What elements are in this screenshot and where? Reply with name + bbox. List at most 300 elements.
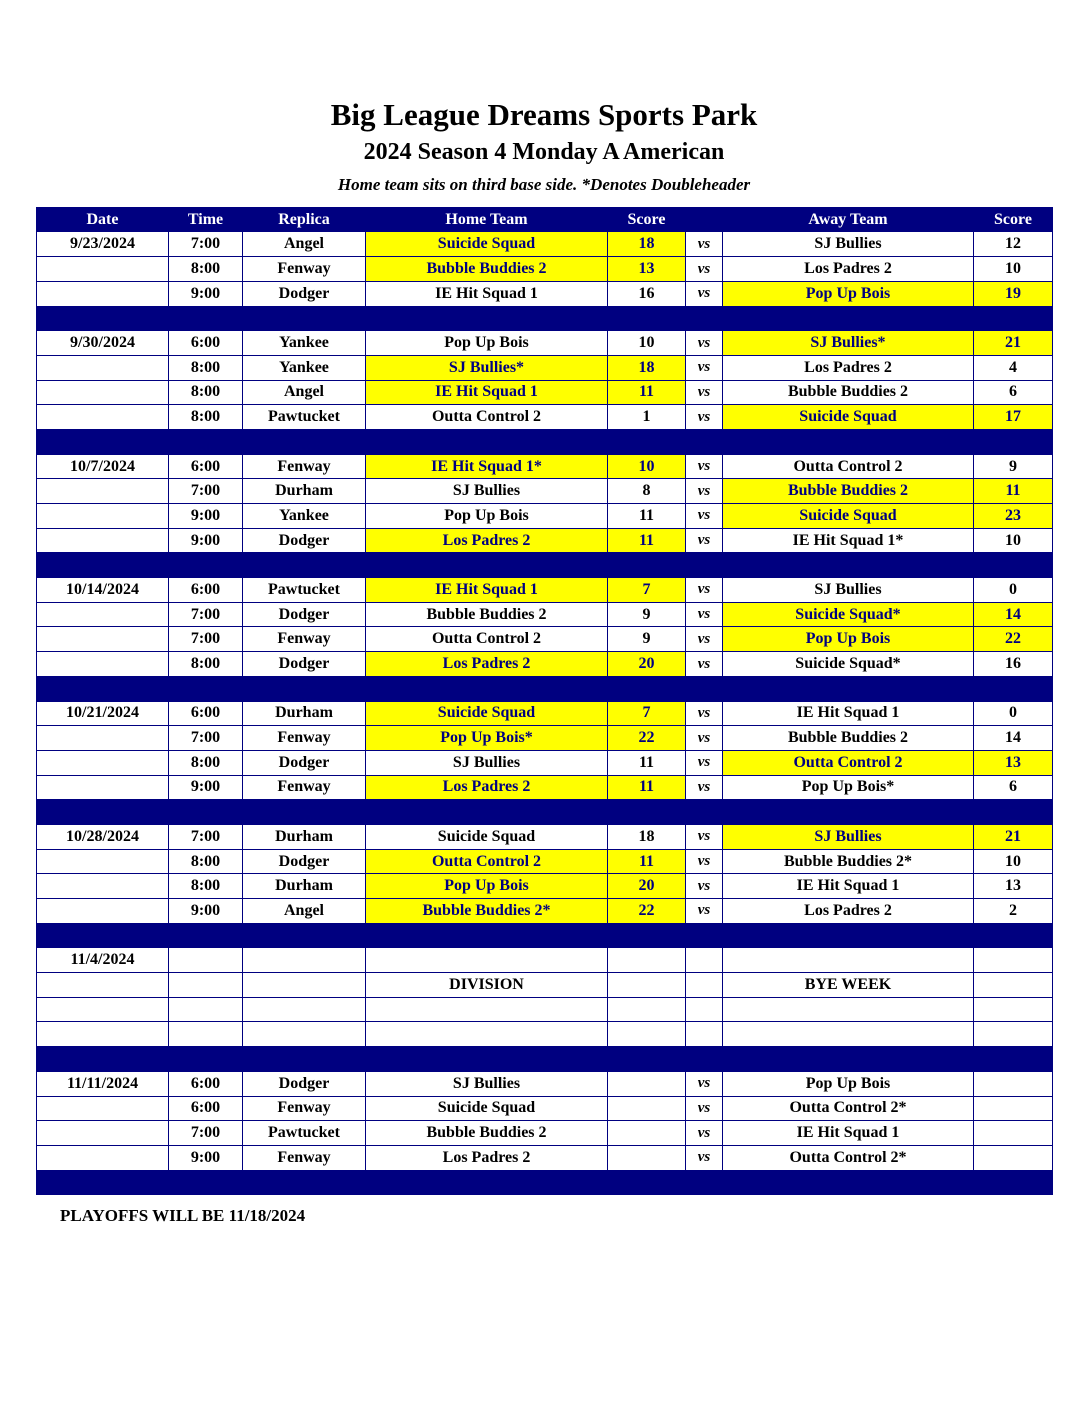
home-team-cell: Suicide Squad (366, 232, 608, 257)
replica-cell: Pawtucket (243, 578, 366, 603)
home-score-cell: 9 (608, 602, 686, 627)
vs-cell: vs (686, 849, 723, 874)
replica-cell: Dodger (243, 849, 366, 874)
separator-cell (37, 923, 1053, 948)
away-score-cell: 19 (974, 281, 1053, 306)
table-row (37, 528, 1053, 553)
home-team-cell: SJ Bullies (366, 1071, 608, 1096)
away-score-cell: 6 (974, 380, 1053, 405)
replica-cell: Fenway (243, 775, 366, 800)
replica-cell: Fenway (243, 454, 366, 479)
away-score-cell: 13 (974, 874, 1053, 899)
replica-cell: Angel (243, 899, 366, 924)
away-score-cell: 10 (974, 849, 1053, 874)
date-cell (37, 726, 169, 751)
away-team-cell: Suicide Squad (723, 405, 974, 430)
vs-cell (686, 948, 723, 973)
away-team-cell: Pop Up Bois (723, 281, 974, 306)
page-note: Home team sits on third base side. *Denotes Doubleheader (337, 175, 751, 195)
time-cell: 8:00 (169, 849, 243, 874)
page-subtitle: 2024 Season 4 Monday A American (363, 138, 725, 165)
date-cell: 9/30/2024 (37, 331, 169, 356)
away-score-cell: 12 (974, 232, 1053, 257)
time-cell: 6:00 (169, 1071, 243, 1096)
time-cell: 9:00 (169, 775, 243, 800)
away-team-cell: Bubble Buddies 2 (723, 380, 974, 405)
time-cell: 9:00 (169, 504, 243, 529)
column-header: Date (37, 207, 169, 232)
time-cell: 8:00 (169, 874, 243, 899)
time-cell: 6:00 (169, 701, 243, 726)
time-cell: 7:00 (169, 824, 243, 849)
home-score-cell (608, 1121, 686, 1146)
column-header: Time (169, 207, 243, 232)
away-score-cell: 17 (974, 405, 1053, 430)
home-score-cell (608, 948, 686, 973)
home-team-cell: SJ Bullies* (366, 355, 608, 380)
date-cell (37, 257, 169, 282)
home-team-cell: Outta Control 2 (366, 627, 608, 652)
away-score-cell: 14 (974, 726, 1053, 751)
away-score-cell: 21 (974, 824, 1053, 849)
away-score-cell: 2 (974, 899, 1053, 924)
time-cell (169, 948, 243, 973)
away-team-cell: Outta Control 2* (723, 1145, 974, 1170)
table-row (37, 627, 1053, 652)
home-team-cell: Bubble Buddies 2* (366, 899, 608, 924)
vs-cell: vs (686, 874, 723, 899)
table-row (37, 775, 1053, 800)
table-row (37, 1121, 1053, 1146)
vs-cell: vs (686, 602, 723, 627)
table-row (37, 331, 1053, 356)
separator-cell (37, 1170, 1053, 1195)
date-cell (37, 602, 169, 627)
home-score-cell (608, 1096, 686, 1121)
away-score-cell (974, 997, 1053, 1022)
away-score-cell: 21 (974, 331, 1053, 356)
vs-cell (686, 1022, 723, 1047)
table-row (37, 602, 1053, 627)
home-score-cell (608, 1022, 686, 1047)
table-row (37, 849, 1053, 874)
date-cell: 9/23/2024 (37, 232, 169, 257)
vs-cell: vs (686, 1096, 723, 1121)
time-cell (169, 997, 243, 1022)
date-cell: 11/4/2024 (37, 948, 169, 973)
home-team-cell: SJ Bullies (366, 750, 608, 775)
table-row (37, 479, 1053, 504)
away-team-cell: Los Padres 2 (723, 899, 974, 924)
replica-cell: Durham (243, 824, 366, 849)
home-team-cell: Los Padres 2 (366, 652, 608, 677)
table-row (37, 232, 1053, 257)
home-score-cell (608, 1071, 686, 1096)
vs-cell: vs (686, 701, 723, 726)
replica-cell: Pawtucket (243, 1121, 366, 1146)
time-cell: 6:00 (169, 1096, 243, 1121)
vs-cell: vs (686, 232, 723, 257)
column-header: Away Team (723, 207, 974, 232)
home-score-cell: 10 (608, 454, 686, 479)
time-cell: 8:00 (169, 652, 243, 677)
away-score-cell (974, 1096, 1053, 1121)
separator-row (37, 1047, 1053, 1072)
away-team-cell: Suicide Squad* (723, 652, 974, 677)
away-team-cell: SJ Bullies* (723, 331, 974, 356)
away-team-cell: Bubble Buddies 2* (723, 849, 974, 874)
table-row (37, 652, 1053, 677)
vs-cell: vs (686, 380, 723, 405)
home-score-cell (608, 973, 686, 998)
replica-cell: Yankee (243, 504, 366, 529)
separator-cell (37, 800, 1053, 825)
date-cell: 10/21/2024 (37, 701, 169, 726)
home-team-cell: Bubble Buddies 2 (366, 257, 608, 282)
away-score-cell: 13 (974, 750, 1053, 775)
away-team-cell (723, 948, 974, 973)
home-team-cell: Pop Up Bois (366, 331, 608, 356)
date-cell (37, 1121, 169, 1146)
table-row (37, 997, 1053, 1022)
vs-cell: vs (686, 504, 723, 529)
home-team-cell: Suicide Squad (366, 1096, 608, 1121)
home-score-cell: 18 (608, 824, 686, 849)
home-team-cell (366, 997, 608, 1022)
away-score-cell (974, 948, 1053, 973)
date-cell (37, 479, 169, 504)
replica-cell: Pawtucket (243, 405, 366, 430)
table-row (37, 1022, 1053, 1047)
time-cell: 7:00 (169, 1121, 243, 1146)
home-score-cell: 11 (608, 380, 686, 405)
home-score-cell: 16 (608, 281, 686, 306)
column-header (686, 207, 723, 232)
vs-cell: vs (686, 405, 723, 430)
away-score-cell (974, 973, 1053, 998)
home-team-cell: Pop Up Bois* (366, 726, 608, 751)
separator-row (37, 676, 1053, 701)
replica-cell: Fenway (243, 257, 366, 282)
vs-cell (686, 997, 723, 1022)
separator-row (37, 429, 1053, 454)
away-score-cell: 10 (974, 257, 1053, 282)
home-team-cell: IE Hit Squad 1 (366, 380, 608, 405)
time-cell: 6:00 (169, 454, 243, 479)
date-cell (37, 849, 169, 874)
separator-row (37, 553, 1053, 578)
separator-row (37, 306, 1053, 331)
date-cell (37, 281, 169, 306)
table-row (37, 973, 1053, 998)
home-team-cell: IE Hit Squad 1* (366, 454, 608, 479)
date-cell (37, 874, 169, 899)
date-cell (37, 627, 169, 652)
date-cell (37, 652, 169, 677)
away-score-cell: 23 (974, 504, 1053, 529)
vs-cell: vs (686, 652, 723, 677)
table-row (37, 824, 1053, 849)
vs-cell (686, 973, 723, 998)
vs-cell: vs (686, 726, 723, 751)
vs-cell: vs (686, 454, 723, 479)
home-score-cell: 11 (608, 750, 686, 775)
home-score-cell: 18 (608, 232, 686, 257)
home-score-cell: 1 (608, 405, 686, 430)
date-cell (37, 1096, 169, 1121)
date-cell (37, 1145, 169, 1170)
table-header-row (37, 207, 1053, 232)
home-score-cell: 7 (608, 701, 686, 726)
away-score-cell: 6 (974, 775, 1053, 800)
column-header: Home Team (366, 207, 608, 232)
table-row (37, 1071, 1053, 1096)
away-team-cell: Pop Up Bois* (723, 775, 974, 800)
time-cell: 7:00 (169, 232, 243, 257)
home-score-cell: 10 (608, 331, 686, 356)
table-row (37, 750, 1053, 775)
time-cell: 6:00 (169, 578, 243, 603)
home-score-cell: 22 (608, 726, 686, 751)
table-row (37, 578, 1053, 603)
vs-cell: vs (686, 528, 723, 553)
away-team-cell: Pop Up Bois (723, 1071, 974, 1096)
away-team-cell: Suicide Squad* (723, 602, 974, 627)
time-cell: 8:00 (169, 380, 243, 405)
date-cell (37, 380, 169, 405)
home-score-cell (608, 997, 686, 1022)
away-team-cell: SJ Bullies (723, 578, 974, 603)
away-team-cell: Outta Control 2 (723, 750, 974, 775)
away-score-cell (974, 1071, 1053, 1096)
vs-cell: vs (686, 578, 723, 603)
home-team-cell: Los Padres 2 (366, 775, 608, 800)
date-cell (37, 775, 169, 800)
home-score-cell: 11 (608, 849, 686, 874)
time-cell (169, 973, 243, 998)
time-cell: 9:00 (169, 281, 243, 306)
away-team-cell: SJ Bullies (723, 232, 974, 257)
time-cell: 7:00 (169, 479, 243, 504)
vs-cell: vs (686, 1121, 723, 1146)
date-cell (37, 899, 169, 924)
away-team-cell: Outta Control 2* (723, 1096, 974, 1121)
table-row (37, 504, 1053, 529)
table-row (37, 454, 1053, 479)
replica-cell: Fenway (243, 627, 366, 652)
separator-cell (37, 676, 1053, 701)
home-score-cell (608, 1145, 686, 1170)
replica-cell: Dodger (243, 602, 366, 627)
time-cell: 9:00 (169, 528, 243, 553)
home-team-cell: SJ Bullies (366, 479, 608, 504)
vs-cell: vs (686, 257, 723, 282)
vs-cell: vs (686, 1071, 723, 1096)
table-row (37, 701, 1053, 726)
separator-cell (37, 429, 1053, 454)
replica-cell (243, 973, 366, 998)
vs-cell: vs (686, 331, 723, 356)
date-cell (37, 528, 169, 553)
away-team-cell: IE Hit Squad 1* (723, 528, 974, 553)
away-score-cell (974, 1121, 1053, 1146)
vs-cell: vs (686, 775, 723, 800)
home-team-cell (366, 948, 608, 973)
table-row (37, 948, 1053, 973)
time-cell: 9:00 (169, 1145, 243, 1170)
replica-cell: Angel (243, 380, 366, 405)
replica-cell (243, 997, 366, 1022)
date-cell (37, 1022, 169, 1047)
replica-cell (243, 948, 366, 973)
away-score-cell: 0 (974, 578, 1053, 603)
replica-cell: Dodger (243, 528, 366, 553)
home-team-cell (366, 1022, 608, 1047)
separator-row (37, 800, 1053, 825)
replica-cell: Durham (243, 479, 366, 504)
separator-cell (37, 553, 1053, 578)
away-score-cell: 9 (974, 454, 1053, 479)
table-row (37, 380, 1053, 405)
time-cell: 8:00 (169, 405, 243, 430)
replica-cell: Dodger (243, 652, 366, 677)
date-cell (37, 355, 169, 380)
column-header: Replica (243, 207, 366, 232)
separator-row (37, 923, 1053, 948)
schedule-table (36, 207, 1053, 1196)
playoffs-note: PLAYOFFS WILL BE 11/18/2024 (60, 1206, 306, 1226)
vs-cell: vs (686, 355, 723, 380)
replica-cell: Durham (243, 701, 366, 726)
vs-cell: vs (686, 1145, 723, 1170)
away-team-cell: Los Padres 2 (723, 257, 974, 282)
home-team-cell: Outta Control 2 (366, 405, 608, 430)
home-score-cell: 11 (608, 528, 686, 553)
home-score-cell: 20 (608, 874, 686, 899)
home-score-cell: 9 (608, 627, 686, 652)
away-team-cell: Suicide Squad (723, 504, 974, 529)
separator-row (37, 1170, 1053, 1195)
replica-cell: Fenway (243, 1096, 366, 1121)
table-row (37, 1145, 1053, 1170)
table-row (37, 726, 1053, 751)
replica-cell: Fenway (243, 1145, 366, 1170)
replica-cell (243, 1022, 366, 1047)
away-team-cell: IE Hit Squad 1 (723, 1121, 974, 1146)
home-team-cell: Los Padres 2 (366, 528, 608, 553)
home-team-cell: DIVISION (366, 973, 608, 998)
vs-cell: vs (686, 824, 723, 849)
date-cell: 10/7/2024 (37, 454, 169, 479)
home-team-cell: IE Hit Squad 1 (366, 578, 608, 603)
replica-cell: Fenway (243, 726, 366, 751)
table-row (37, 405, 1053, 430)
home-team-cell: IE Hit Squad 1 (366, 281, 608, 306)
home-score-cell: 11 (608, 775, 686, 800)
home-score-cell: 22 (608, 899, 686, 924)
home-team-cell: Pop Up Bois (366, 504, 608, 529)
date-cell: 10/14/2024 (37, 578, 169, 603)
page-title: Big League Dreams Sports Park (330, 97, 758, 132)
home-score-cell: 18 (608, 355, 686, 380)
away-team-cell: IE Hit Squad 1 (723, 874, 974, 899)
date-cell (37, 405, 169, 430)
home-score-cell: 7 (608, 578, 686, 603)
away-team-cell: SJ Bullies (723, 824, 974, 849)
away-score-cell: 11 (974, 479, 1053, 504)
away-team-cell (723, 1022, 974, 1047)
away-score-cell (974, 1022, 1053, 1047)
column-header: Score (608, 207, 686, 232)
home-team-cell: Suicide Squad (366, 701, 608, 726)
separator-cell (37, 1047, 1053, 1072)
away-team-cell: Outta Control 2 (723, 454, 974, 479)
time-cell: 7:00 (169, 726, 243, 751)
home-team-cell: Bubble Buddies 2 (366, 1121, 608, 1146)
schedule-table-body (37, 232, 1053, 1195)
vs-cell: vs (686, 627, 723, 652)
time-cell: 8:00 (169, 355, 243, 380)
away-score-cell: 16 (974, 652, 1053, 677)
away-team-cell: Bubble Buddies 2 (723, 726, 974, 751)
replica-cell: Angel (243, 232, 366, 257)
away-team-cell: Los Padres 2 (723, 355, 974, 380)
away-score-cell: 4 (974, 355, 1053, 380)
replica-cell: Yankee (243, 331, 366, 356)
home-score-cell: 20 (608, 652, 686, 677)
date-cell (37, 973, 169, 998)
away-score-cell: 0 (974, 701, 1053, 726)
home-team-cell: Los Padres 2 (366, 1145, 608, 1170)
date-cell (37, 504, 169, 529)
replica-cell: Dodger (243, 750, 366, 775)
time-cell: 9:00 (169, 899, 243, 924)
date-cell: 11/11/2024 (37, 1071, 169, 1096)
home-score-cell: 11 (608, 504, 686, 529)
table-row (37, 257, 1053, 282)
time-cell: 6:00 (169, 331, 243, 356)
away-team-cell (723, 997, 974, 1022)
date-cell (37, 997, 169, 1022)
home-score-cell: 8 (608, 479, 686, 504)
vs-cell: vs (686, 479, 723, 504)
away-score-cell: 10 (974, 528, 1053, 553)
time-cell: 7:00 (169, 627, 243, 652)
table-row (37, 1096, 1053, 1121)
away-team-cell: Pop Up Bois (723, 627, 974, 652)
home-team-cell: Suicide Squad (366, 824, 608, 849)
away-team-cell: BYE WEEK (723, 973, 974, 998)
date-cell (37, 750, 169, 775)
table-row (37, 874, 1053, 899)
home-team-cell: Bubble Buddies 2 (366, 602, 608, 627)
table-row (37, 899, 1053, 924)
away-score-cell: 14 (974, 602, 1053, 627)
home-score-cell: 13 (608, 257, 686, 282)
date-cell: 10/28/2024 (37, 824, 169, 849)
column-header: Score (974, 207, 1053, 232)
replica-cell: Yankee (243, 355, 366, 380)
time-cell: 7:00 (169, 602, 243, 627)
away-team-cell: IE Hit Squad 1 (723, 701, 974, 726)
replica-cell: Dodger (243, 1071, 366, 1096)
table-row (37, 281, 1053, 306)
away-score-cell: 22 (974, 627, 1053, 652)
home-team-cell: Pop Up Bois (366, 874, 608, 899)
vs-cell: vs (686, 281, 723, 306)
time-cell: 8:00 (169, 257, 243, 282)
away-team-cell: Bubble Buddies 2 (723, 479, 974, 504)
